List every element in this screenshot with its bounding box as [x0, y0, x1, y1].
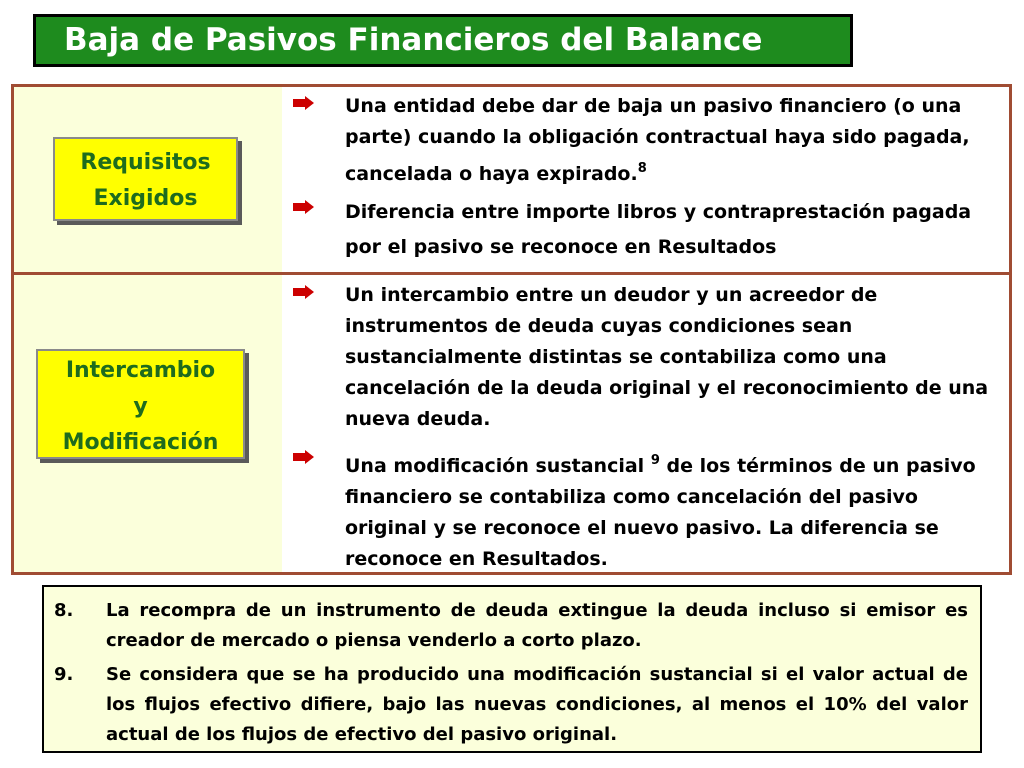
arrow-bullet-icon	[293, 285, 314, 299]
bullet-text: Una entidad debe dar de baja un pasivo financiero (o una parte) cuando la obligación contractual haya sido pagada, cancelada o haya expirado.$^8$	[345, 95, 970, 185]
badge-intercambio	[36, 349, 245, 459]
badge-requisitos	[53, 137, 238, 221]
arrow-bullet-icon	[293, 450, 314, 464]
section-requisitos	[14, 87, 1009, 275]
badge-line: Exigidos	[93, 186, 198, 211]
content-table	[11, 84, 1012, 575]
badge-line: Modificación	[62, 430, 219, 455]
footnote-item	[54, 660, 968, 750]
arrow-bullet-icon	[293, 200, 314, 214]
footnote-text: La recompra de un instrumento de deuda extingue la deuda incluso si emisor es creador de mercado o piensa venderlo a corto plazo.	[106, 600, 968, 651]
footnote-text: Se considera que se ha producido una modificación sustancial si el valor actual de los flujos efectivo difiere, bajo las nuevas condiciones, al menos el 10% del valor actual de los flujos de efectivo del pasivo original.	[106, 664, 968, 745]
footnote-item	[54, 596, 968, 656]
footnotes-box	[42, 585, 982, 753]
bullet-text: Un intercambio entre un deudor y un acreedor de instrumentos de deuda cuyas condiciones sean sustancialmente distintas se contabiliza como una cancelación de la deuda original y el reconocimiento de una nueva deuda.	[345, 284, 989, 430]
page-title: Baja de Pasivos Financieros del Balance	[33, 14, 853, 67]
footnote-number: 8.	[54, 600, 74, 621]
badge-line: Intercambio	[65, 358, 216, 383]
bullet-text: Una modificación sustancial $^9$ de los términos de un pasivo financiero se contabiliza como cancelación del pasivo original y se reconoce el nuevo pasivo. La diferencia se reconoce en Resultados.	[345, 453, 976, 570]
badge-line: Requisitos	[80, 150, 211, 175]
arrow-bullet-icon	[293, 96, 314, 110]
section-label-cell	[14, 87, 282, 272]
footnote-number: 9.	[54, 664, 74, 685]
bullet-text: Diferencia entre importe libros y contraprestación pagada por el pasivo se reconoce en Resultados	[345, 201, 972, 258]
section-label-cell	[14, 275, 282, 572]
badge-line: y	[133, 394, 148, 419]
section-intercambio	[14, 275, 1009, 572]
